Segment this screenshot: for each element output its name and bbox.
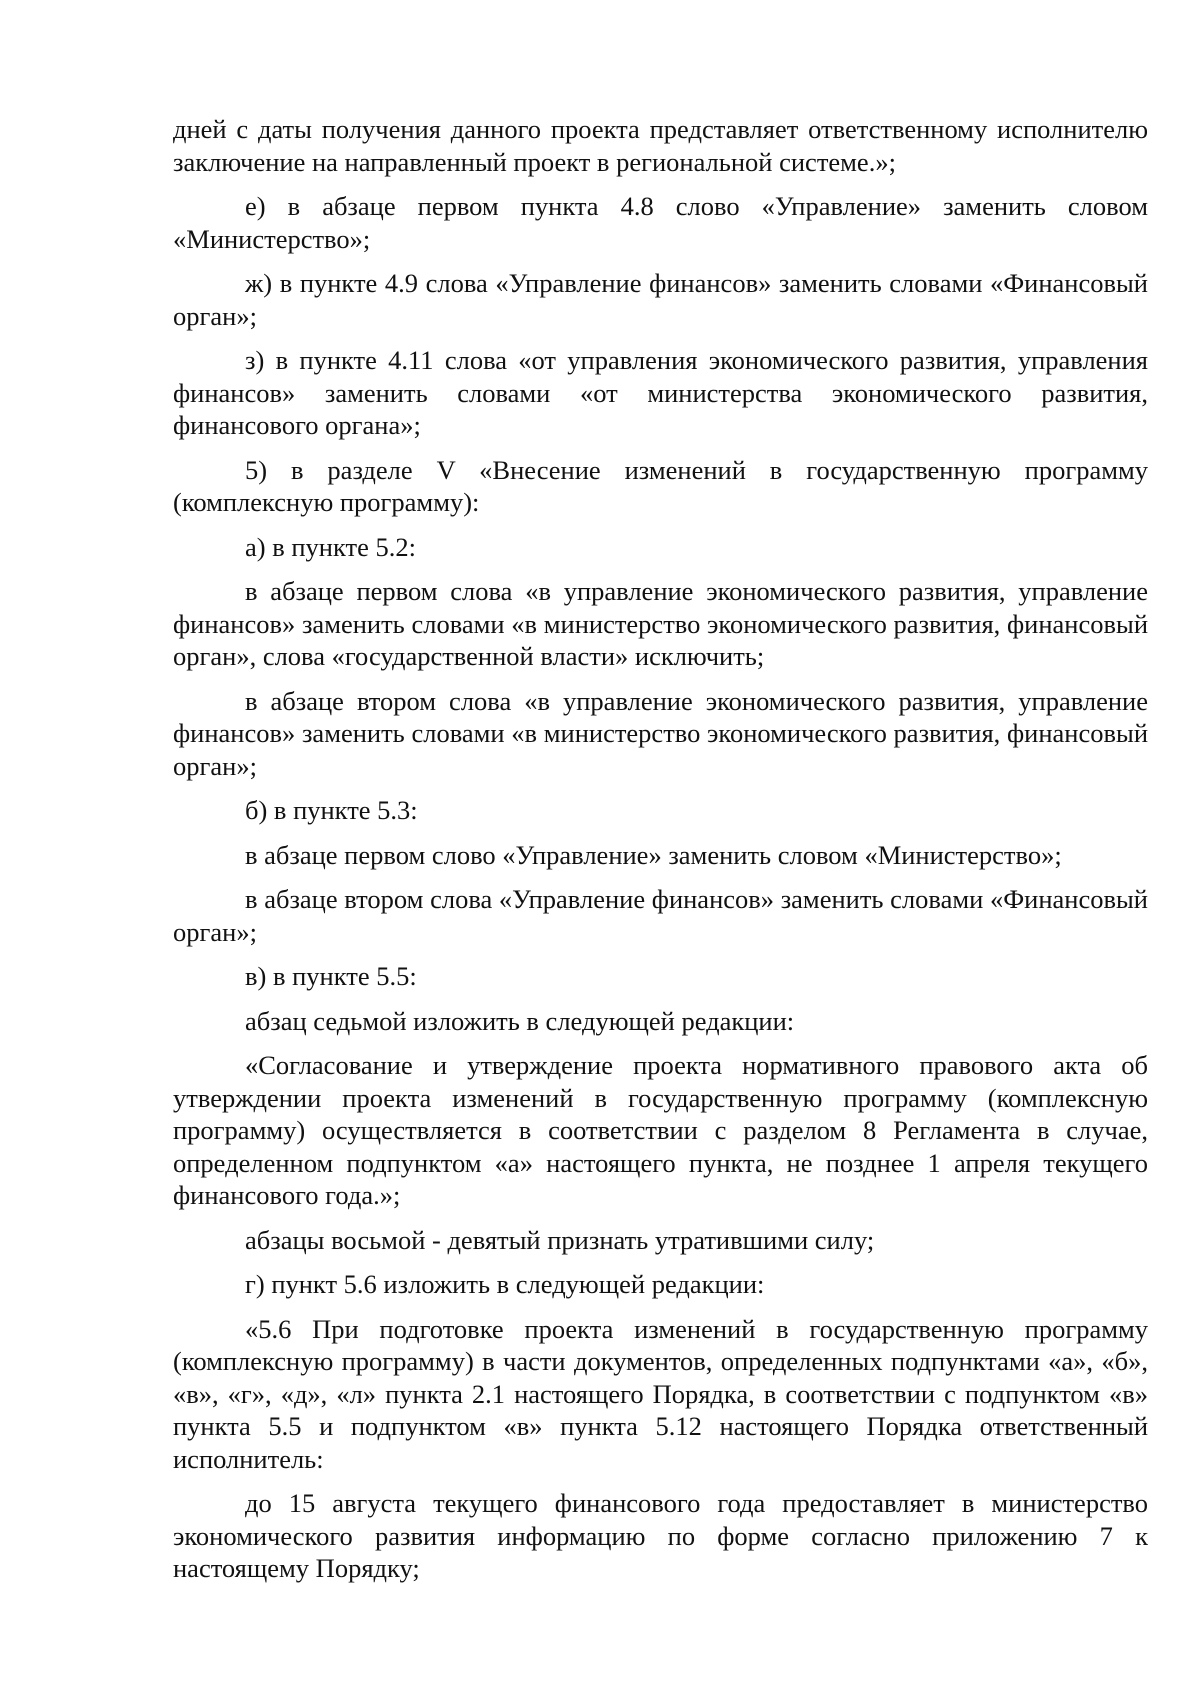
paragraph-item-a: а) в пункте 5.2: — [245, 531, 416, 562]
paragraph-continuation: дней с даты получения данного проекта представляет ответственному исполнителю заключение на направленный проект в региональной системе.»; — [173, 114, 1148, 177]
paragraph-item-e: е) в абзаце первом пункта 4.8 слово «Управление» заменить словом «Министерство»; — [173, 191, 1148, 254]
paragraph-item-zh: ж) в пункте 4.9 слова «Управление финансов» заменить словами «Финансовый орган»; — [173, 268, 1148, 331]
paragraph-5-5-repealed: абзацы восьмой - девятый признать утратившими силу; — [245, 1224, 875, 1255]
paragraph-item-5: 5) в разделе V «Внесение изменений в государственную программу (комплексную программу): — [173, 454, 1148, 517]
paragraph-5-2-second: в абзаце втором слова «в управление экономического развития, управление финансов» заменить словами «в министерство экономического развития, финансовый орган»; — [173, 685, 1148, 781]
paragraph-august-deadline: до 15 августа текущего финансового года предоставляет в министерство экономического развития информацию по форме согласно приложению 7 к настоящему Порядку; — [173, 1488, 1148, 1583]
document-page — [173, 113, 1148, 1597]
paragraph-item-g: г) пункт 5.6 изложить в следующей редакции: — [245, 1269, 765, 1299]
paragraph-item-b: б) в пункте 5.3: — [245, 795, 418, 825]
paragraph-5-3-second: в абзаце втором слова «Управление финансов» заменить словами «Финансовый орган»; — [173, 884, 1148, 947]
paragraph-5-3-first: в абзаце первом слово «Управление» заменить словом «Министерство»; — [245, 839, 1062, 870]
paragraph-quote-5-6: «5.6 При подготовке проекта изменений в государственную программу (комплексную программу) в части документов, определенных подпунктами «а», «б», «в», «г», «д», «л» пункта 2.1 настоящего Порядка, в соответствии с подпунктом «в» пункта 5.5 и подпунктом «в» пункта 5.12 настоящего Порядка ответственный исполнитель: — [173, 1313, 1148, 1474]
paragraph-item-v: в) в пункте 5.5: — [245, 961, 417, 991]
paragraph-quote-agreement: «Согласование и утверждение проекта нормативного правового акта об утверждении проекта изменений в государственную программу (комплексную программу) осуществляется в соответствии с разделом 8 Регламента в случае, определенном подпунктом «а» настоящего пункта, не позднее 1 апреля текущего финансового года.»; — [173, 1050, 1148, 1210]
paragraph-5-2-first: в абзаце первом слова «в управление экономического развития, управление финансов» заменить словами «в министерство экономического развития, финансовый орган», слова «государственной власти» исключить; — [173, 576, 1148, 671]
paragraph-item-z: з) в пункте 4.11 слова «от управления экономического развития, управления финансов» заменить словами «от министерства экономического развития, финансового органа»; — [173, 345, 1148, 440]
paragraph-5-5-seventh: абзац седьмой изложить в следующей редакции: — [245, 1005, 795, 1036]
